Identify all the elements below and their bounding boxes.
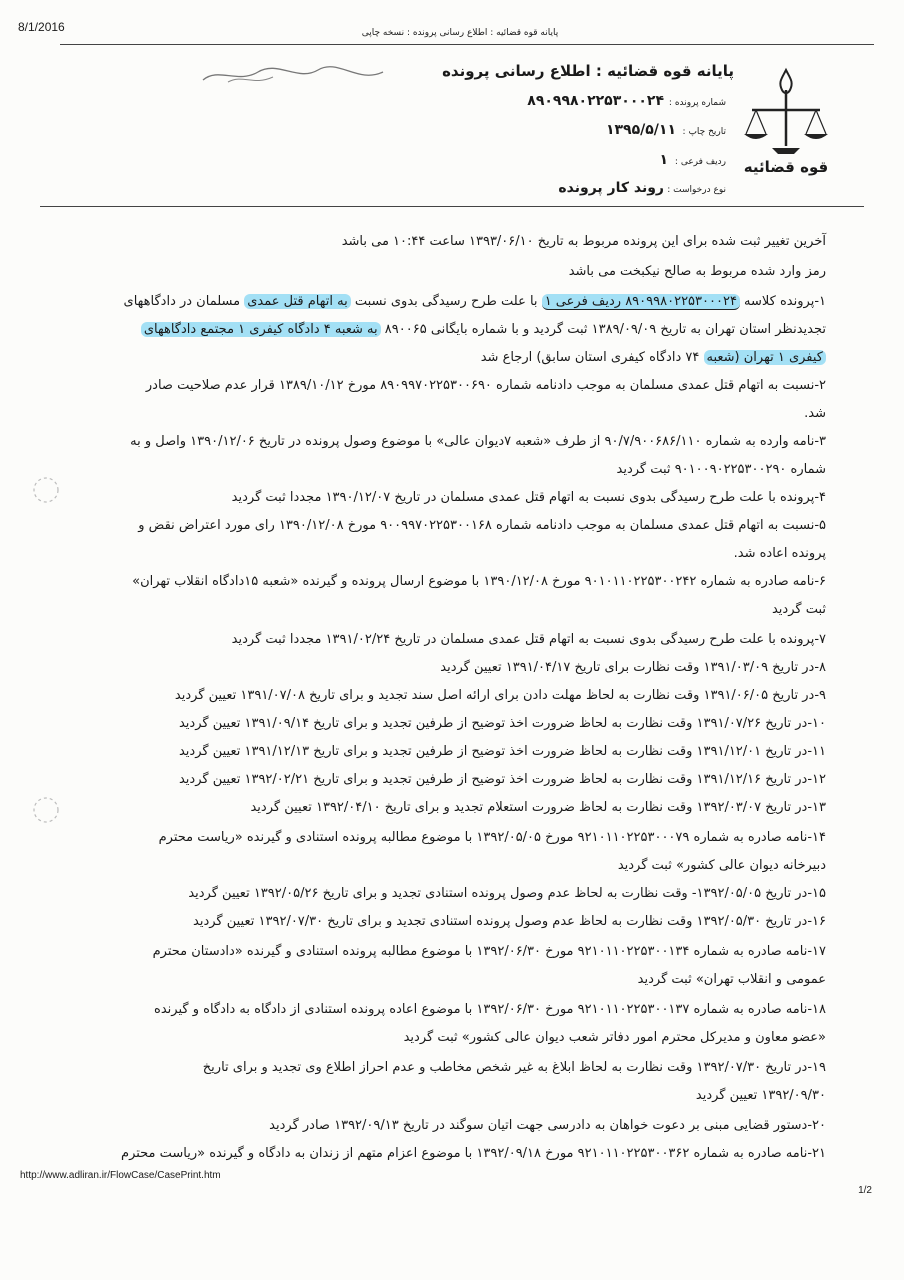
intro-password-owner: رمز وارد شده مربوط به صالح نیکبخت می باشد: [568, 264, 826, 279]
entry-5-line-1: ۵-نسبت به اتهام قتل عمدی مسلمان به موجب دادنامه شماره ۹۰۰۹۹۷۰۲۲۵۳۰۰۱۶۸ مورخ ۱۳۹۰/۱۲/۰۸ رای مورد اعتراض نقض و: [138, 518, 826, 533]
entry-3-line-2: شماره ۹۰۱۰۰۹۰۲۲۵۳۰۰۲۹۰ ثبت گردید: [616, 462, 826, 477]
handwritten-note: [198, 62, 388, 88]
title-rule: [40, 206, 864, 207]
entry-20: ۲۰-دستور قضایی مبنی بر دعوت خواهان به دادرسی جهت اتیان سوگند در تاریخ ۱۳۹۲/۰۹/۱۳ صادر گردید: [269, 1118, 826, 1133]
entry-21: ۲۱-نامه صادره به شماره ۹۲۱۰۱۱۰۲۲۵۳۰۰۳۶۲ مورخ ۱۳۹۲/۰۹/۱۸ با موضوع اعزام متهم از زندان به دادگاه و گیرنده «ریاست محترم: [121, 1146, 826, 1161]
entry-1-line-3: کیفری ۱ تهران (شعبه ۷۴ دادگاه کیفری استان سابق) ارجاع شد: [481, 348, 826, 368]
entry-7: ۷-پرونده با علت طرح رسیدگی بدوی نسبت به اتهام قتل عمدی مسلمان در تاریخ ۱۳۹۱/۰۲/۲۴ مجددا ثبت گردید: [231, 632, 826, 647]
entry-1-line-1: ۱-پرونده کلاسه ۸۹۰۹۹۸۰۲۲۵۳۰۰۰۲۴ ردیف فرعی ۱ با علت طرح رسیدگی بدوی نسبت به اتهام قتل عمدی مسلمان در دادگاههای: [123, 294, 826, 309]
entry-17-line-2: عمومی و انقلاب تهران» ثبت گردید: [637, 972, 826, 987]
footer-url: http://www.adliran.ir/FlowCase/CasePrint.htm: [20, 1170, 221, 1181]
entry-2-line-1: ۲-نسبت به اتهام قتل عمدی مسلمان به موجب دادنامه شماره ۸۹۰۹۹۷۰۲۲۵۳۰۰۶۹۰ مورخ ۱۳۸۹/۱۰/۱۲ قرار عدم صلاحیت صادر: [145, 378, 826, 393]
punch-holes: [30, 470, 70, 830]
browser-page-title: پایانه قوه قضائیه : اطلاع رسانی پرونده : نسخه چاپی: [361, 28, 559, 38]
request-type-value: روند کار پرونده: [558, 180, 664, 196]
page-number: 1/2: [858, 1185, 872, 1196]
entry-14-line-2: دبیرخانه دیوان عالی کشور» ثبت گردید: [617, 858, 826, 873]
entry-18-line-1: ۱۸-نامه صادره به شماره ۹۲۱۰۱۱۰۲۲۵۳۰۰۱۳۷ مورخ ۱۳۹۲/۰۶/۳۰ با موضوع اعاده پرونده استنادی از دادگاه به دادگاه و گیرنده: [154, 1002, 826, 1017]
entry-5-line-2: پرونده اعاده شد.: [733, 546, 826, 561]
print-date-label: تاریخ چاپ :: [682, 127, 726, 137]
header-rule: [60, 44, 874, 45]
document-title: پایانه قوه قضائیه : اطلاع رسانی پرونده: [442, 62, 734, 80]
entry-17-line-1: ۱۷-نامه صادره به شماره ۹۲۱۰۱۱۰۲۲۵۳۰۰۱۳۴ مورخ ۱۳۹۲/۰۶/۳۰ با موضوع مطالبه پرونده استنادی و گیرنده «دادستان محترم: [152, 944, 826, 959]
print-date-value: ۱۳۹۵/۵/۱۱: [605, 122, 676, 138]
entry-2-line-2: شد.: [804, 406, 826, 421]
sub-row-value: ۱: [659, 152, 668, 168]
entry-15: ۱۵-در تاریخ ۱۳۹۲/۰۵/۰۵- وقت نظارت به لحاظ عدم وصول پرونده استنادی تجدید و برای تاریخ ۱۳۹۲/۰۵/۲۶ تعیین گردید: [188, 886, 826, 901]
entry-18-line-2: «عضو معاون و مدیرکل محترم امور دفاتر شعب دیوان عالی کشور» ثبت گردید: [403, 1030, 826, 1045]
entry-6-line-1: ۶-نامه صادره به شماره ۹۰۱۰۱۱۰۲۲۵۳۰۰۲۴۲ مورخ ۱۳۹۰/۱۲/۰۸ با موضوع ارسال پرونده و گیرنده «شعبه ۱۵دادگاه انقلاب تهران»: [132, 574, 826, 589]
entry-8: ۸-در تاریخ ۱۳۹۱/۰۳/۰۹ وقت نظارت برای تاریخ ۱۳۹۱/۰۴/۱۷ تعیین گردید: [440, 660, 826, 675]
entry-14-line-1: ۱۴-نامه صادره به شماره ۹۲۱۰۱۱۰۲۲۵۳۰۰۰۷۹ مورخ ۱۳۹۲/۰۵/۰۵ با موضوع مطالبه پرونده استنادی و گیرنده «ریاست محترم: [158, 830, 826, 845]
entry-13: ۱۳-در تاریخ ۱۳۹۲/۰۳/۰۷ وقت نظارت به لحاظ ضرورت استعلام تجدید و برای تاریخ ۱۳۹۲/۰۴/۱۰ تعیین گردید: [250, 800, 826, 815]
entry-12: ۱۲-در تاریخ ۱۳۹۱/۱۲/۱۶ وقت نظارت به لحاظ ضرورت اخذ توضیح از طرفین تجدید و برای تاریخ ۱۳۹۲/۰۲/۲۱ تعیین گردید: [178, 772, 826, 787]
entry-3-line-1: ۳-نامه وارده به شماره ۹۰/۷/۹۰۰۶۸۶/۱۱۰ از طرف «شعبه ۷دیوان عالی» با موضوع وصول پرونده در تاریخ ۱۳۹۰/۱۲/۰۶ واصل و به: [130, 434, 826, 449]
entry-11: ۱۱-در تاریخ ۱۳۹۱/۱۲/۰۱ وقت نظارت به لحاظ ضرورت اخذ توضیح از طرفین تجدید و برای تاریخ ۱۳۹۱/۱۲/۱۳ تعیین گردید: [178, 744, 826, 759]
entry-9: ۹-در تاریخ ۱۳۹۱/۰۶/۰۵ وقت نظارت به لحاظ مهلت دادن برای ارائه اصل سند تجدید و برای تاریخ ۱۳۹۱/۰۷/۰۸ تعیین گردید: [174, 688, 826, 703]
case-number-label: شماره پرونده :: [668, 98, 726, 108]
entry-10: ۱۰-در تاریخ ۱۳۹۱/۰۷/۲۶ وقت نظارت به لحاظ ضرورت اخذ توضیح از طرفین تجدید و برای تاریخ ۱۳۹۱/۰۹/۱۴ تعیین گردید: [178, 716, 826, 731]
intro-last-change: آخرین تغییر ثبت شده برای این پرونده مربوط به تاریخ ۱۳۹۳/۰۶/۱۰ ساعت ۱۰:۴۴ می باشد: [341, 234, 826, 249]
sub-row-label: ردیف فرعی :: [674, 157, 726, 167]
entry-1-line-2: تجدیدنظر استان تهران به تاریخ ۱۳۸۹/۰۹/۰۹ ثبت گردید و با شماره بایگانی ۸۹۰۰۶۵ به شعبه ۴ دادگاه کیفری ۱ مجتمع دادگاههای: [141, 320, 826, 340]
entry-4: ۴-پرونده با علت طرح رسیدگی بدوی نسبت به اتهام قتل عمدی مسلمان در تاریخ ۱۳۹۰/۱۲/۰۷ مجددا ثبت گردید: [231, 490, 826, 505]
case-number-value: ۸۹۰۹۹۸۰۲۲۵۳۰۰۰۲۴: [527, 93, 664, 109]
entry-6-line-2: ثبت گردید: [771, 602, 826, 617]
entry-19-line-1: ۱۹-در تاریخ ۱۳۹۲/۰۷/۳۰ وقت نظارت به لحاظ ابلاغ به غیر شخص مخاطب و عدم احراز اطلاع وی تجدید و برای تاریخ: [202, 1060, 826, 1075]
print-date-header: 8/1/2016: [18, 20, 65, 34]
request-type-label: نوع درخواست :: [667, 185, 726, 195]
emblem-caption: قوه قضائیه: [743, 158, 829, 176]
entry-16: ۱۶-در تاریخ ۱۳۹۲/۰۵/۳۰ وقت نظارت به لحاظ عدم وصول پرونده استنادی تجدید و برای تاریخ ۱۳۹۲/۰۷/۳۰ تعیین گردید: [193, 914, 826, 929]
entry-19-line-2: ۱۳۹۲/۰۹/۳۰ تعیین گردید: [695, 1088, 826, 1103]
